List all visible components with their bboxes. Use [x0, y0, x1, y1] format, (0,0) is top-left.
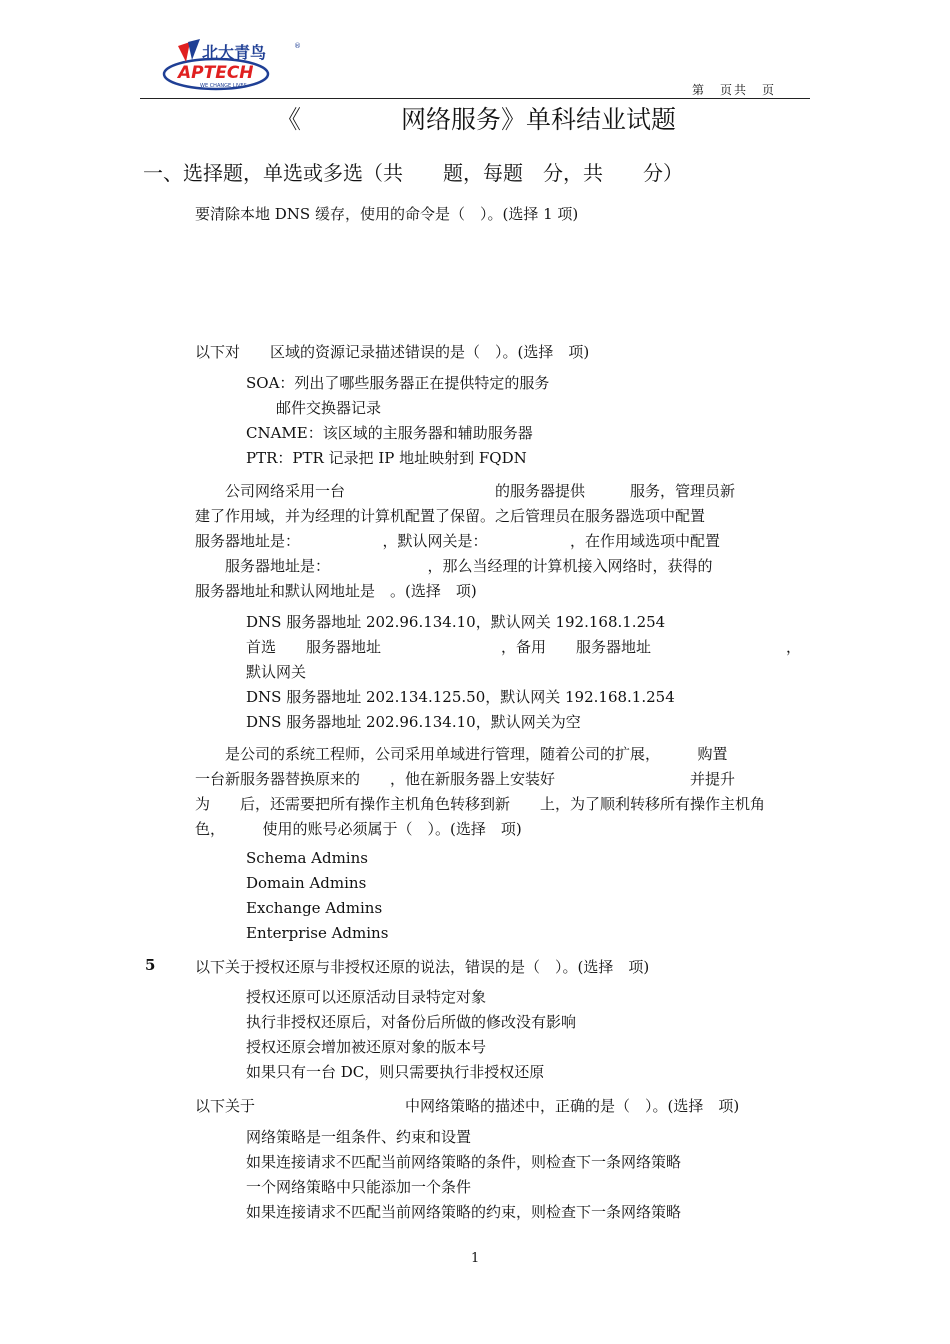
exam-title: 《 网络服务》单科结业试题 [276, 105, 677, 134]
question-4-option: Schema Admins [246, 849, 368, 867]
question-3-stem-line: 服务器地址是： ，那么当经理的计算机接入网络时，获得的 [195, 557, 713, 575]
question-1-stem: 要清除本地 DNS 缓存，使用的命令是（ ）。(选择 1 项) [195, 205, 579, 223]
question-2-option: 邮件交换器记录 [246, 399, 382, 417]
page-number: 1 [471, 1251, 480, 1266]
question-5-option: 执行非授权还原后，对备份后所做的修改没有影响 [246, 1013, 577, 1031]
question-3-option: DNS 服务器地址 202.96.134.10，默认网关 192.168.1.254 [246, 613, 666, 631]
question-4-option: Domain Admins [246, 874, 367, 892]
question-5-option: 如果只有一台 DC，则只需要执行非授权还原 [246, 1063, 545, 1081]
logo-tagline: WE CHANGE LIVES [200, 83, 247, 89]
question-6-option: 如果连接请求不匹配当前网络策略的约束，则检查下一条网络策略 [246, 1203, 682, 1221]
question-3-stem-line: 公司网络采用一台 的服务器提供 服务，管理员新 [195, 482, 736, 500]
question-3-stem-line: 服务器地址是： ，默认网关是： ，在作用域选项中配置 [195, 532, 721, 550]
question-6-stem: 以下关于 中网络策略的描述中，正确的是（ ）。(选择 项) [195, 1097, 740, 1115]
question-6-option: 如果连接请求不匹配当前网络策略的条件，则检查下一条网络策略 [246, 1153, 682, 1171]
question-6-option: 网络策略是一组条件、约束和设置 [246, 1128, 472, 1146]
question-3-option: DNS 服务器地址 202.96.134.10，默认网关为空 [246, 713, 581, 731]
question-5-number: 5 [145, 956, 156, 974]
question-5-option: 授权还原可以还原活动目录特定对象 [246, 988, 487, 1006]
aptech-logo [160, 36, 300, 94]
question-3-option: 默认网关 [246, 663, 307, 681]
question-2-option: SOA：列出了哪些服务器正在提供特定的服务 [246, 374, 550, 392]
question-3-stem-line: 服务器地址和默认网地址是 。(选择 项) [195, 582, 477, 600]
question-4-stem-line: 色， 使用的账号必须属于（ ）。(选择 项) [195, 820, 522, 838]
page-counter: 第 页共 页 [692, 83, 777, 97]
header-divider [140, 98, 810, 99]
question-3-stem-line: 建了作用域，并为经理的计算机配置了保留。之后管理员在服务器选项中配置 [195, 507, 706, 525]
question-2-option: CNAME：该区域的主服务器和辅助服务器 [246, 424, 533, 442]
section-heading: 一、选择题，单选或多选（共 题，每题 分，共 分） [143, 161, 683, 185]
question-5-stem: 以下关于授权还原与非授权还原的说法，错误的是（ ）。(选择 项) [195, 958, 650, 976]
question-5-option: 授权还原会增加被还原对象的版本号 [246, 1038, 487, 1056]
svg-text:®: ® [294, 42, 301, 50]
question-3-option: DNS 服务器地址 202.134.125.50，默认网关 192.168.1.254 [246, 688, 675, 706]
question-2-stem: 以下对 区域的资源记录描述错误的是（ ）。(选择 项) [195, 343, 590, 361]
logo-cn-text: 北大青鸟 [202, 43, 267, 62]
question-6-option: 一个网络策略中只能添加一个条件 [246, 1178, 472, 1196]
question-4-stem-line: 是公司的系统工程师，公司采用单域进行管理，随着公司的扩展， 购置 [195, 745, 728, 763]
logo-en-text: APTECH [178, 63, 254, 83]
question-4-option: Exchange Admins [246, 899, 383, 917]
question-2-option: PTR：PTR 记录把 IP 地址映射到 FQDN [246, 449, 527, 467]
question-4-stem-line: 为 后，还需要把所有操作主机角色转移到新 上，为了顺利转移所有操作主机角 [195, 795, 766, 813]
question-4-option: Enterprise Admins [246, 924, 389, 942]
question-3-option: 首选 服务器地址 ，备用 服务器地址 ， [246, 638, 802, 656]
question-4-stem-line: 一台新服务器替换原来的 ，他在新服务器上安装好 并提升 [195, 770, 736, 788]
